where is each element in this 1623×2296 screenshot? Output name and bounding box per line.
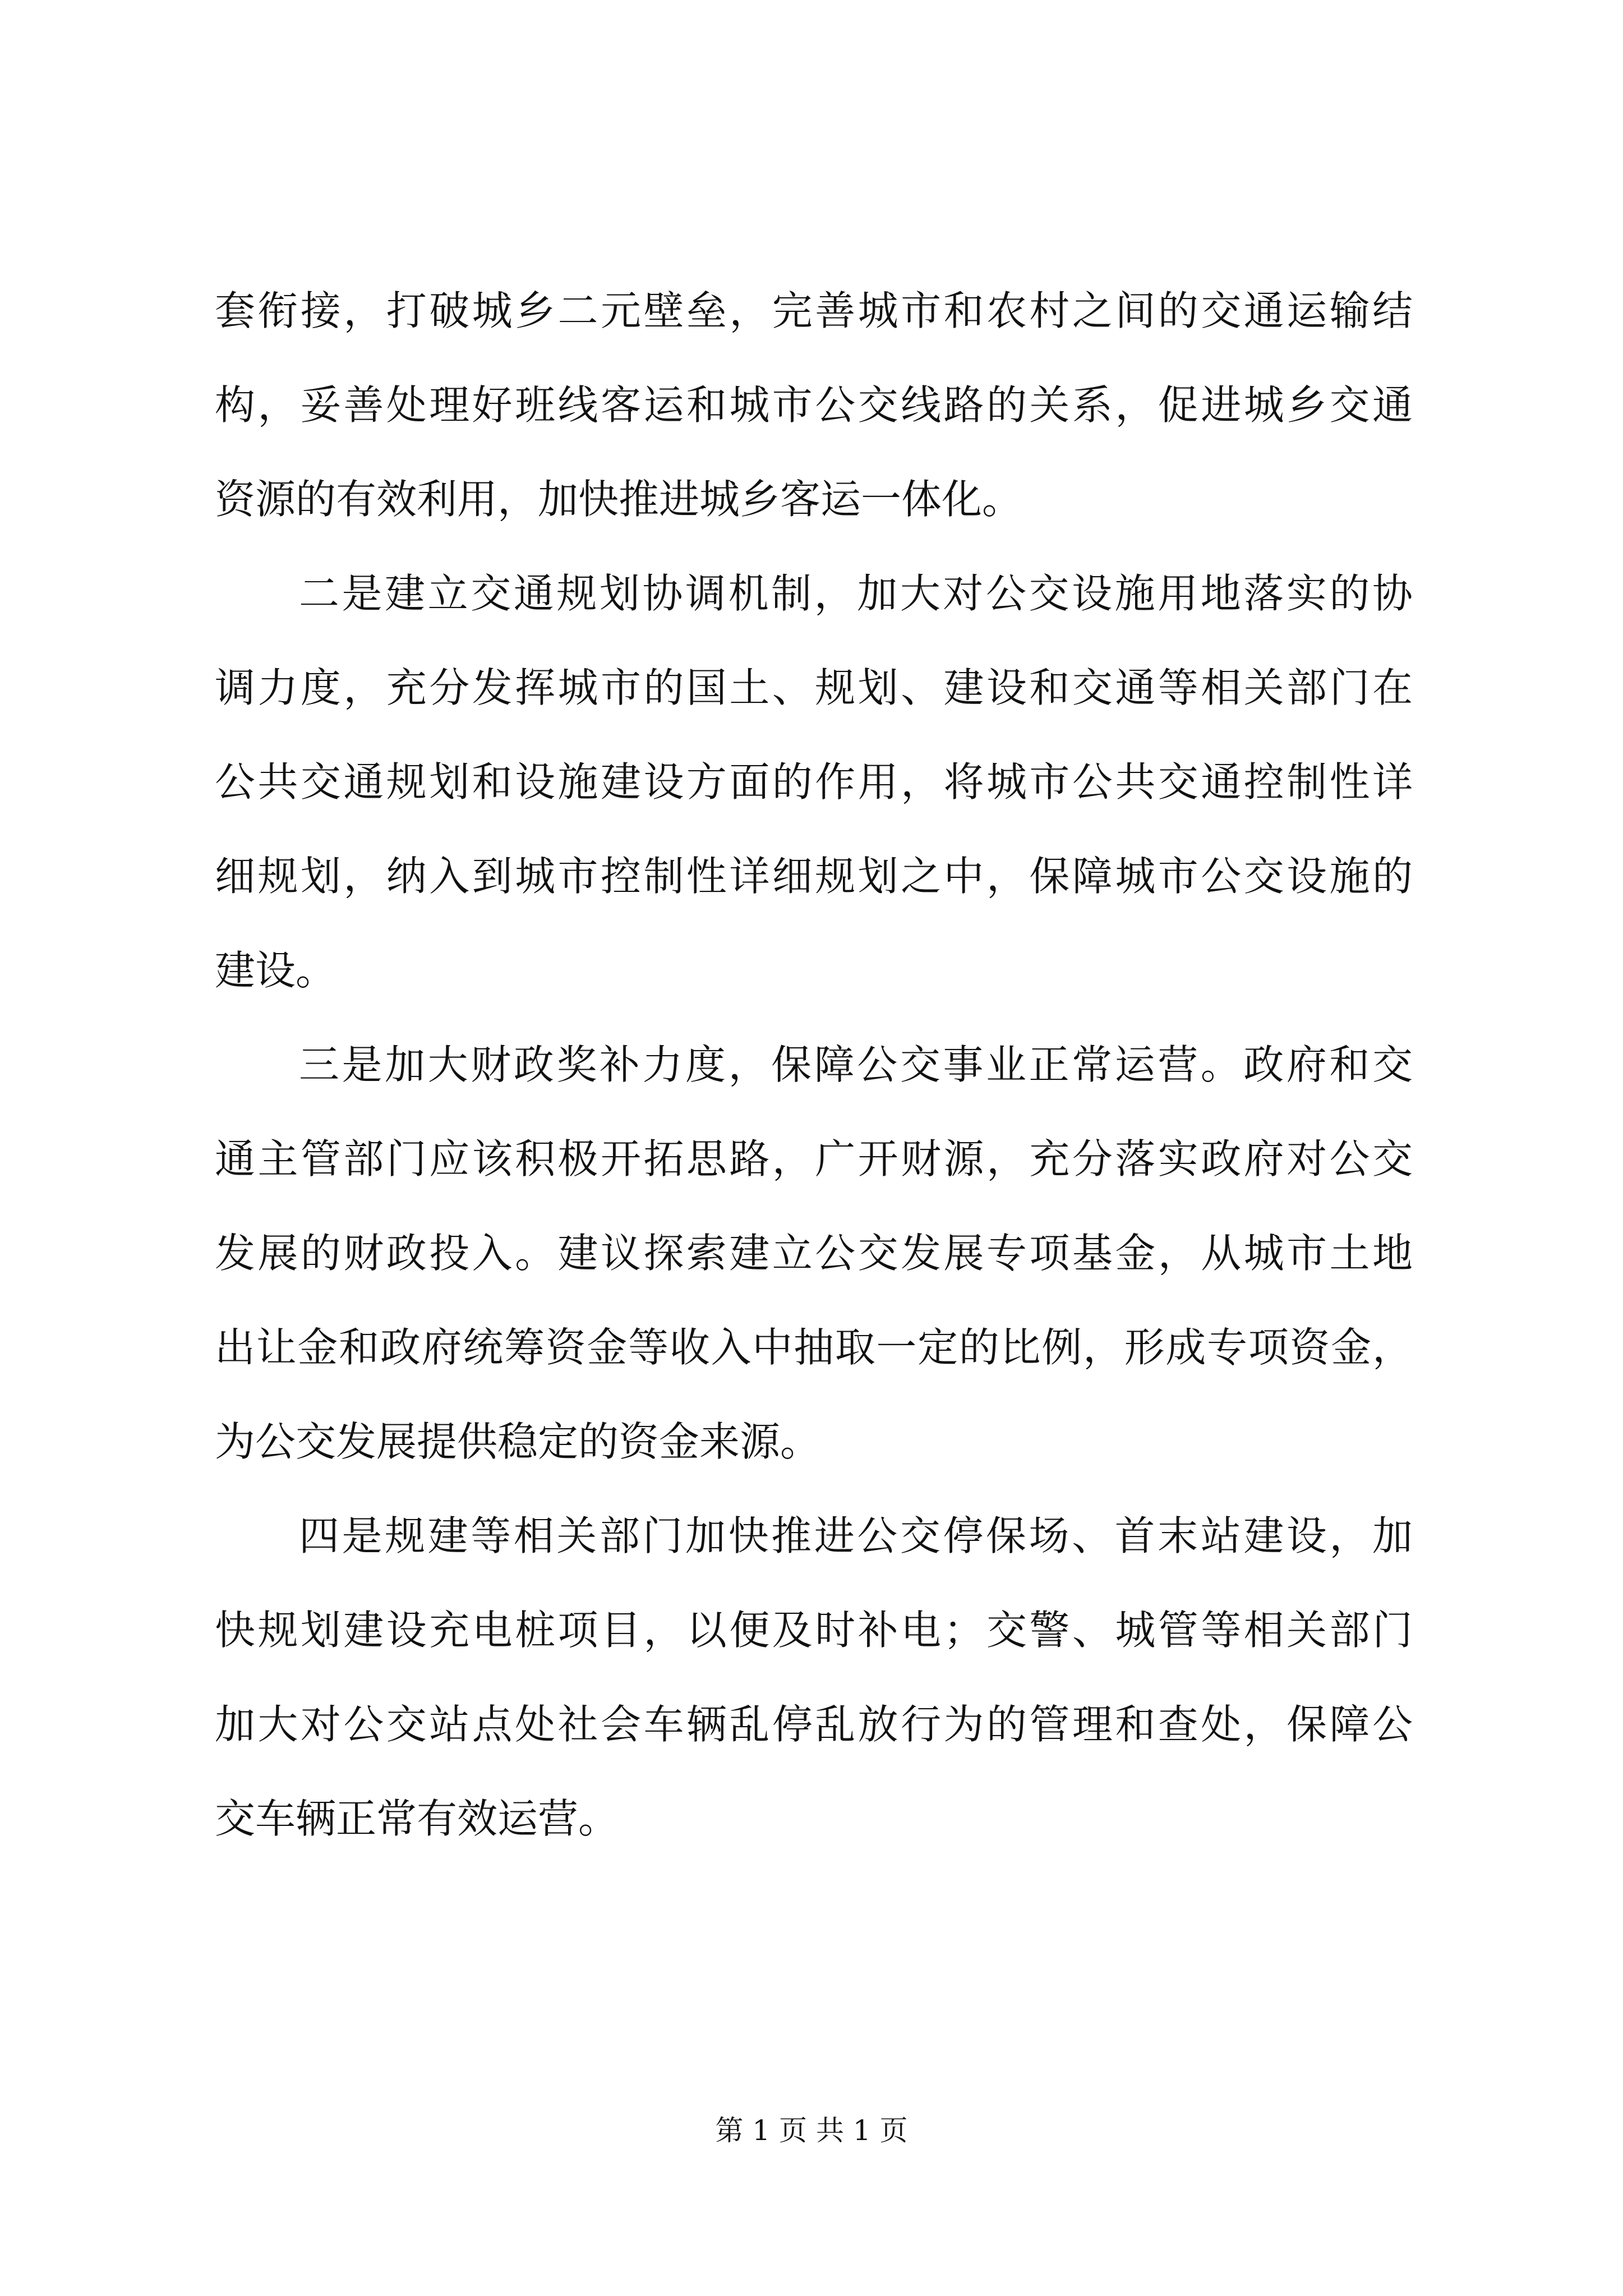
text-line: 为公交发展提供稳定的资金来源。: [215, 1418, 821, 1465]
paragraph: [215, 546, 1413, 1018]
paragraph: [215, 1018, 1413, 1489]
text-line: 快规划建设充电桩项目，以便及时补电；交警、城管等相关部门: [215, 1607, 1413, 1654]
text-line: 通主管部门应该积极开拓思路，广开财源，充分落实政府对公交: [215, 1135, 1413, 1182]
text-line: 构，妥善处理好班线客运和城市公交线路的关系，促进城乡交通: [215, 381, 1413, 429]
text-line: 四是规建等相关部门加快推进公交停保场、首末站建设，加: [299, 1512, 1413, 1559]
text-line: 加大对公交站点处社会车辆乱停乱放行为的管理和查处，保障公: [215, 1701, 1413, 1748]
text-line: 三是加大财政奖补力度，保障公交事业正常运营。政府和交: [299, 1041, 1413, 1088]
text-line: 公共交通规划和设施建设方面的作用，将城市公共交通控制性详: [215, 758, 1413, 806]
document-body: [215, 264, 1413, 1866]
text-line: 资源的有效利用，加快推进城乡客运一体化。: [215, 476, 1023, 523]
text-line: 调力度，充分发挥城市的国土、规划、建设和交通等相关部门在: [215, 664, 1413, 711]
paragraph: [215, 264, 1413, 546]
text-line: 细规划，纳入到城市控制性详细规划之中，保障城市公交设施的: [215, 853, 1413, 900]
text-line: 建设。: [215, 947, 336, 994]
text-line: 二是建立交通规划协调机制，加大对公交设施用地落实的协: [299, 570, 1413, 617]
text-line: 套衔接，打破城乡二元壁垒，完善城市和农村之间的交通运输结: [215, 287, 1413, 334]
text-line: 出让金和政府统筹资金等收入中抽取一定的比例，形成专项资金，: [215, 1324, 1413, 1371]
page-number-footer: 第 1 页 共 1 页: [715, 2114, 908, 2147]
text-line: 交车辆正常有效运营。: [215, 1795, 619, 1842]
paragraph: [215, 1489, 1413, 1866]
text-line: 发展的财政投入。建议探索建立公交发展专项基金，从城市土地: [215, 1230, 1413, 1277]
